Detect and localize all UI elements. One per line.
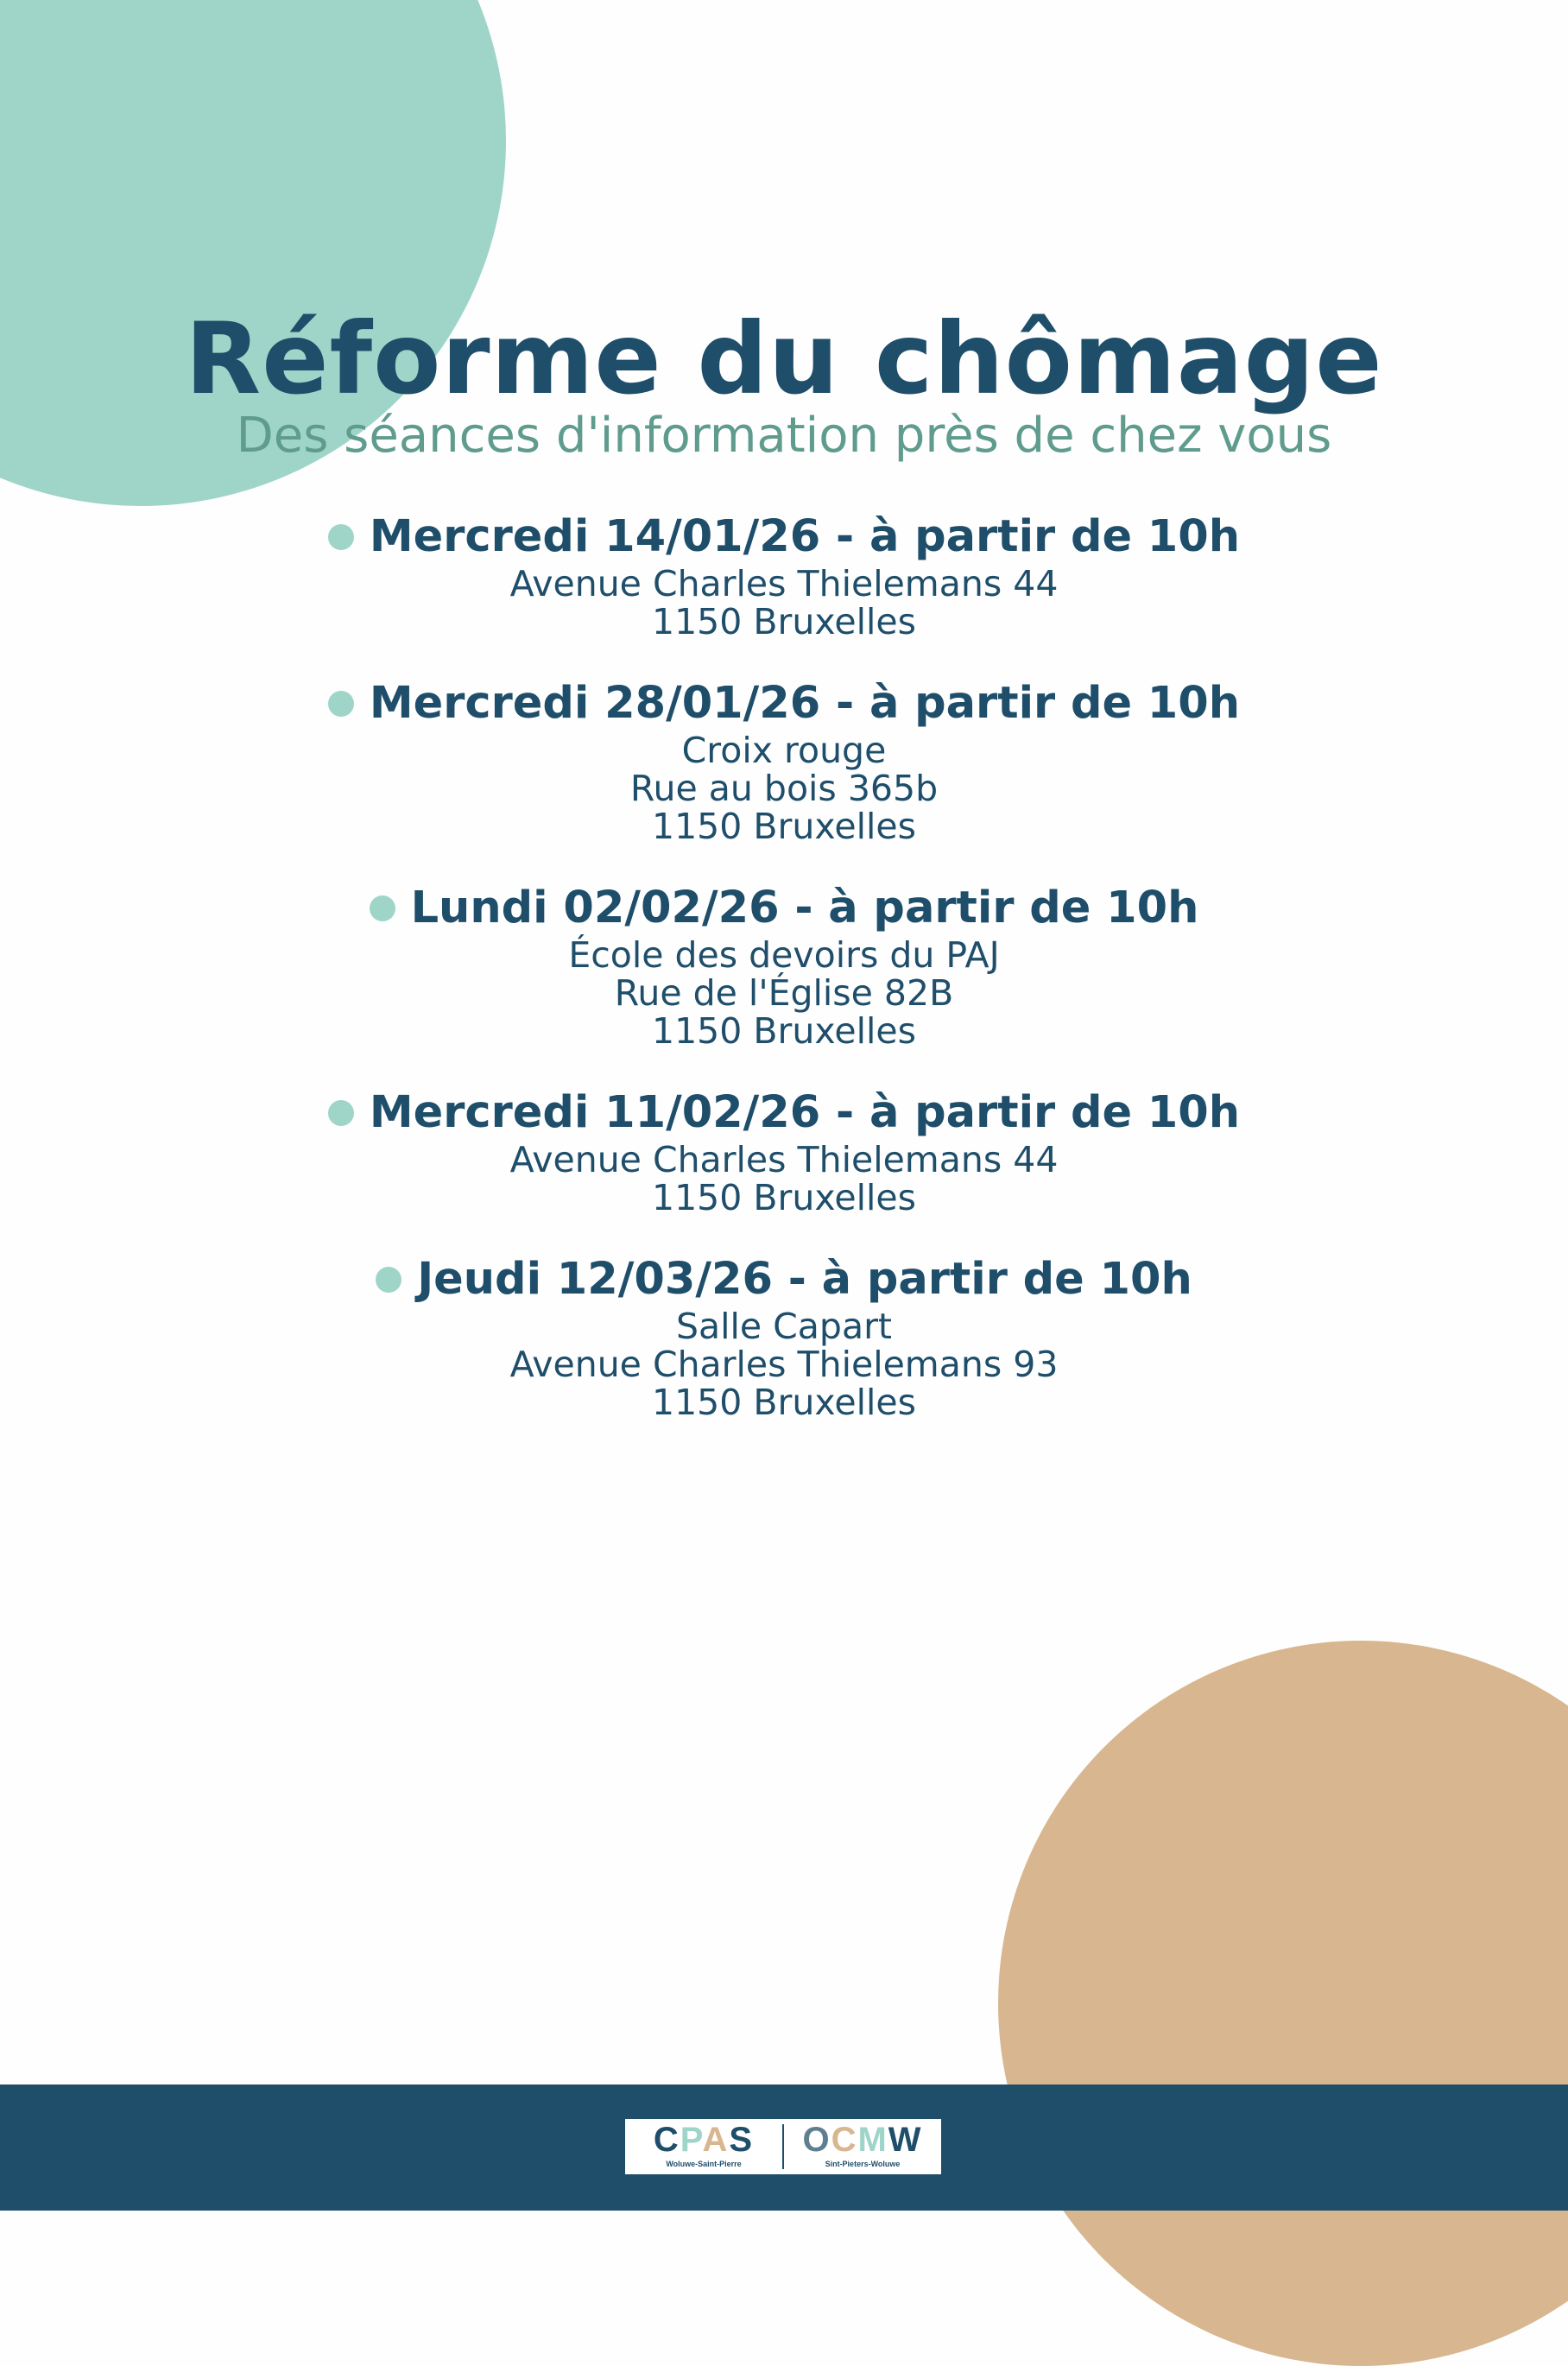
- bullet-dot-icon: [376, 1267, 401, 1293]
- decorative-circle-sand: [998, 1641, 1568, 2366]
- bullet-dot-icon: [328, 1100, 354, 1126]
- session-address-line: Avenue Charles Thielemans 93: [509, 1344, 1059, 1385]
- session-address-line: 1150 Bruxelles: [652, 1177, 916, 1218]
- session-address-line: Rue au bois 365b: [629, 768, 939, 809]
- session-item: [0, 676, 1568, 845]
- session-heading-text: Mercredi 14/01/26 - à partir de 10h: [369, 511, 1241, 562]
- logo-cpas: [625, 2119, 782, 2174]
- bullet-dot-icon: [328, 524, 354, 550]
- session-item: [0, 1085, 1568, 1217]
- session-heading: [376, 1252, 1192, 1307]
- logo-cpas-subtitle: Woluwe-Saint-Pierre: [666, 2160, 742, 2168]
- bullet-dot-icon: [370, 895, 395, 921]
- session-heading: [328, 1085, 1240, 1141]
- session-address-line: Croix rouge: [681, 730, 887, 771]
- session-address-line: Salle Capart: [675, 1306, 893, 1347]
- session-address-line: 1150 Bruxelles: [652, 1382, 916, 1423]
- session-address-line: École des devoirs du PAJ: [568, 934, 1000, 976]
- page-title: Réforme du chômage: [185, 301, 1383, 416]
- session-item: [0, 509, 1568, 641]
- session-address-line: 1150 Bruxelles: [652, 1010, 916, 1052]
- session-heading-text: Mercredi 28/01/26 - à partir de 10h: [369, 678, 1241, 729]
- session-item: [0, 1252, 1568, 1421]
- page-subtitle: Des séances d'information près de chez vous: [236, 408, 1332, 464]
- session-address-line: Avenue Charles Thielemans 44: [509, 563, 1059, 604]
- cpas-ocmw-logo: [625, 2119, 941, 2174]
- logo-ocmw: [784, 2119, 941, 2174]
- logo-cpas-word: CPAS: [653, 2121, 755, 2159]
- logo-ocmw-subtitle: Sint-Pieters-Woluwe: [825, 2160, 901, 2168]
- session-address-line: Rue de l'Église 82B: [614, 972, 954, 1014]
- logo-ocmw-word: OCMW: [802, 2121, 923, 2159]
- session-address-line: 1150 Bruxelles: [652, 806, 916, 847]
- session-item: [0, 881, 1568, 1050]
- session-heading-text: Jeudi 12/03/26 - à partir de 10h: [417, 1254, 1192, 1305]
- session-heading: [370, 881, 1199, 936]
- session-heading-text: Mercredi 11/02/26 - à partir de 10h: [369, 1087, 1241, 1138]
- session-heading: [328, 676, 1240, 731]
- bullet-dot-icon: [328, 691, 354, 717]
- session-address-line: Avenue Charles Thielemans 44: [509, 1139, 1059, 1180]
- session-heading: [328, 509, 1240, 565]
- session-address-line: 1150 Bruxelles: [652, 601, 916, 642]
- session-heading-text: Lundi 02/02/26 - à partir de 10h: [410, 883, 1199, 933]
